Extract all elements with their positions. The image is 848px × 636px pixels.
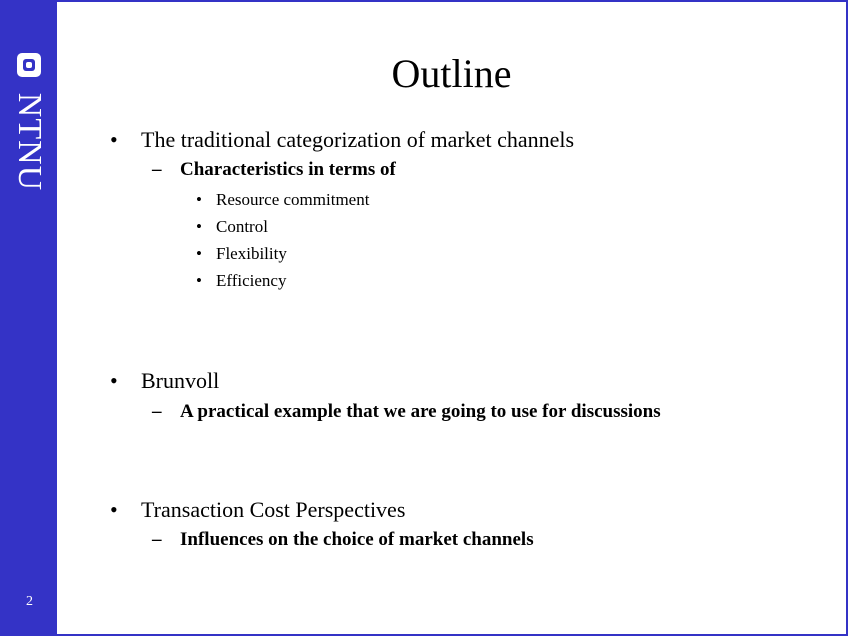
dash-marker: – xyxy=(152,529,162,550)
nested-bullet-label: Resource commitment xyxy=(216,190,370,209)
bullet-marker: • xyxy=(196,244,202,263)
nested-bullet-label: Flexibility xyxy=(216,244,287,263)
logo-text: NTNU xyxy=(11,92,48,192)
sidebar xyxy=(2,2,57,634)
bullet-label: Transaction Cost Perspectives xyxy=(141,497,406,522)
bullet-marker: • xyxy=(110,368,118,393)
bullet-label: The traditional categorization of market channels xyxy=(141,127,575,152)
nested-bullet-label: Control xyxy=(216,217,268,236)
bullet-marker: • xyxy=(110,497,118,522)
bullet-marker: • xyxy=(196,190,202,209)
bullet-marker: • xyxy=(196,271,202,290)
bullet-label: Brunvoll xyxy=(141,368,220,393)
ntnu-logo-icon xyxy=(17,53,41,77)
page-number: 2 xyxy=(26,594,33,609)
sub-bullet-label: A practical example that we are going to use for discussions xyxy=(180,401,661,422)
bullet-marker: • xyxy=(110,127,118,152)
nested-bullet-label: Efficiency xyxy=(216,271,287,290)
dash-marker: – xyxy=(152,159,162,180)
dash-marker: – xyxy=(152,401,162,422)
bullet-marker: • xyxy=(196,217,202,236)
sub-bullet-label: Influences on the choice of market channels xyxy=(180,529,534,550)
sub-bullet-label: Characteristics in terms of xyxy=(180,159,396,180)
slide-title: Outline xyxy=(391,51,512,96)
